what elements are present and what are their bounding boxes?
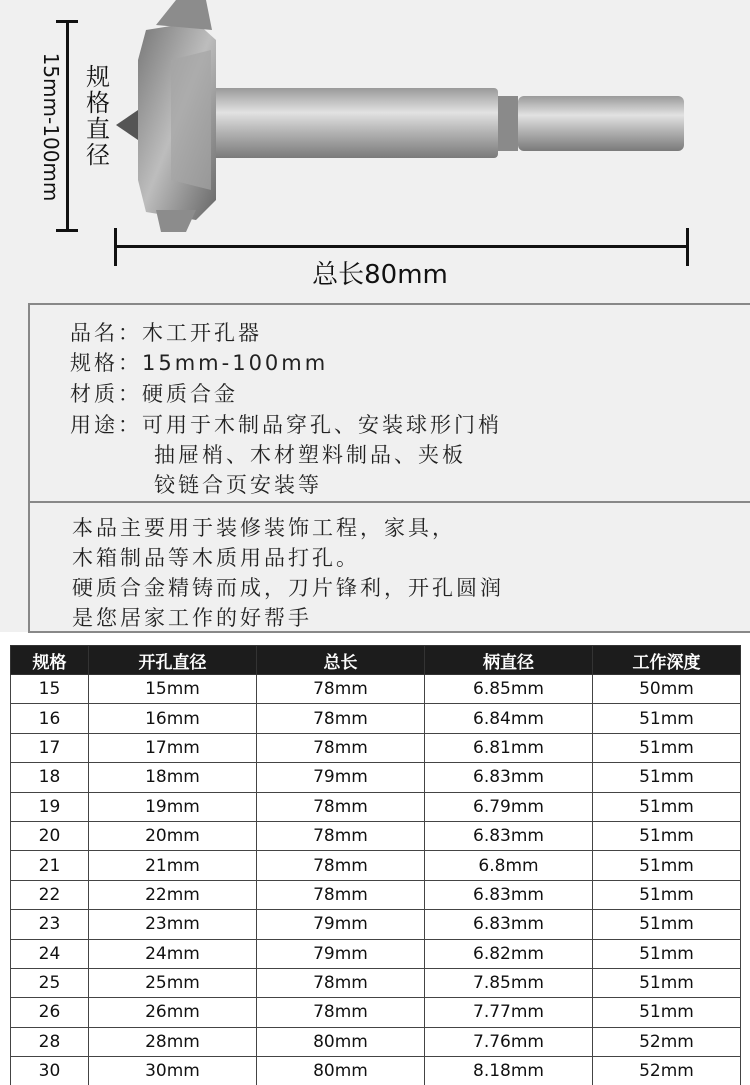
dimension-cap — [56, 20, 78, 23]
table-cell: 78mm — [257, 675, 425, 704]
table-cell: 21 — [11, 851, 89, 880]
table-cell: 20mm — [89, 821, 257, 850]
table-cell: 28mm — [89, 1027, 257, 1056]
table-row — [11, 880, 741, 909]
header-hole-diameter: 开孔直径 — [89, 646, 257, 675]
table-cell: 19 — [11, 792, 89, 821]
forstner-bit-image — [116, 0, 696, 235]
table-cell: 51mm — [593, 910, 741, 939]
spec-name: 品名：木工开孔器 — [70, 321, 262, 345]
table-row — [11, 763, 741, 792]
table-row — [11, 1027, 741, 1056]
product-illustration — [0, 0, 750, 300]
table-cell: 18mm — [89, 763, 257, 792]
table-cell: 28 — [11, 1027, 89, 1056]
table-cell: 6.83mm — [425, 763, 593, 792]
table-row — [11, 675, 741, 704]
description-box — [28, 501, 750, 633]
description-line: 是您居家工作的好帮手 — [72, 606, 312, 630]
spec-usage-cont: 抽屉梢、木材塑料制品、夹板 — [154, 443, 466, 467]
table-header-row — [11, 646, 741, 675]
table-cell: 6.79mm — [425, 792, 593, 821]
table-row — [11, 851, 741, 880]
table-cell: 6.83mm — [425, 910, 593, 939]
table-cell: 25 — [11, 968, 89, 997]
table-cell: 24mm — [89, 939, 257, 968]
table-cell: 51mm — [593, 792, 741, 821]
description-line: 木箱制品等木质用品打孔。 — [72, 546, 360, 570]
table-cell: 22mm — [89, 880, 257, 909]
table-cell: 20 — [11, 821, 89, 850]
dimension-line — [66, 20, 69, 232]
table-cell: 6.81mm — [425, 733, 593, 762]
table-cell: 26mm — [89, 998, 257, 1027]
table-cell: 6.82mm — [425, 939, 593, 968]
table-cell: 52mm — [593, 1027, 741, 1056]
header-total-length: 总长 — [257, 646, 425, 675]
table-cell: 51mm — [593, 851, 741, 880]
table-cell: 51mm — [593, 821, 741, 850]
table-cell: 51mm — [593, 998, 741, 1027]
spec-table-container — [10, 645, 750, 1085]
table-cell: 30 — [11, 1057, 89, 1085]
table-cell: 51mm — [593, 880, 741, 909]
table-cell: 80mm — [257, 1057, 425, 1085]
table-cell: 6.8mm — [425, 851, 593, 880]
spec-box — [28, 303, 750, 503]
description-line: 本品主要用于装修装饰工程，家具， — [72, 516, 456, 540]
table-cell: 17mm — [89, 733, 257, 762]
table-cell: 17 — [11, 733, 89, 762]
dimension-cap — [56, 229, 78, 232]
diameter-range-text: 15mm-100mm — [39, 52, 63, 202]
dimension-line — [114, 245, 689, 248]
header-working-depth: 工作深度 — [593, 646, 741, 675]
table-cell: 21mm — [89, 851, 257, 880]
dimension-cap — [686, 228, 689, 266]
table-cell: 78mm — [257, 998, 425, 1027]
table-row — [11, 968, 741, 997]
spec-usage: 用途：可用于木制品穿孔、安装球形门梢 — [70, 413, 502, 437]
table-cell: 23 — [11, 910, 89, 939]
spec-size: 规格：15mm-100mm — [70, 351, 329, 375]
table-cell: 78mm — [257, 821, 425, 850]
table-cell: 6.84mm — [425, 704, 593, 733]
table-cell: 78mm — [257, 733, 425, 762]
table-cell: 51mm — [593, 733, 741, 762]
table-row — [11, 704, 741, 733]
spec-material: 材质：硬质合金 — [70, 382, 238, 406]
table-cell: 51mm — [593, 968, 741, 997]
table-cell: 79mm — [257, 939, 425, 968]
table-cell: 19mm — [89, 792, 257, 821]
table-row — [11, 998, 741, 1027]
table-cell: 78mm — [257, 851, 425, 880]
table-cell: 24 — [11, 939, 89, 968]
table-cell: 18 — [11, 763, 89, 792]
table-cell: 16mm — [89, 704, 257, 733]
table-cell: 78mm — [257, 704, 425, 733]
table-cell: 15mm — [89, 675, 257, 704]
diameter-label: 规 格 直 径 — [86, 63, 110, 169]
table-row — [11, 792, 741, 821]
table-row — [11, 733, 741, 762]
table-cell: 23mm — [89, 910, 257, 939]
table-cell: 50mm — [593, 675, 741, 704]
header-size: 规格 — [11, 646, 89, 675]
table-row — [11, 821, 741, 850]
table-cell: 51mm — [593, 763, 741, 792]
table-cell: 6.85mm — [425, 675, 593, 704]
table-cell: 6.83mm — [425, 821, 593, 850]
table-cell: 51mm — [593, 704, 741, 733]
table-row — [11, 910, 741, 939]
table-cell: 78mm — [257, 792, 425, 821]
table-cell: 7.76mm — [425, 1027, 593, 1056]
table-cell: 30mm — [89, 1057, 257, 1085]
table-cell: 26 — [11, 998, 89, 1027]
table-cell: 51mm — [593, 939, 741, 968]
table-cell: 8.18mm — [425, 1057, 593, 1085]
table-cell: 78mm — [257, 968, 425, 997]
table-cell: 79mm — [257, 910, 425, 939]
table-cell: 16 — [11, 704, 89, 733]
table-cell: 6.83mm — [425, 880, 593, 909]
table-cell: 78mm — [257, 880, 425, 909]
total-length-label: 总长80mm — [312, 260, 448, 290]
spec-usage-cont: 铰链合页安装等 — [154, 473, 322, 497]
table-cell: 52mm — [593, 1057, 741, 1085]
table-row — [11, 1057, 741, 1085]
spec-table — [10, 645, 741, 1085]
table-cell: 79mm — [257, 763, 425, 792]
diameter-dimension — [28, 20, 78, 232]
table-cell: 80mm — [257, 1027, 425, 1056]
table-cell: 15 — [11, 675, 89, 704]
table-cell: 22 — [11, 880, 89, 909]
table-cell: 7.77mm — [425, 998, 593, 1027]
table-cell: 25mm — [89, 968, 257, 997]
header-shank-diameter: 柄直径 — [425, 646, 593, 675]
table-cell: 7.85mm — [425, 968, 593, 997]
table-row — [11, 939, 741, 968]
description-line: 硬质合金精铸而成，刀片锋利，开孔圆润 — [72, 576, 504, 600]
